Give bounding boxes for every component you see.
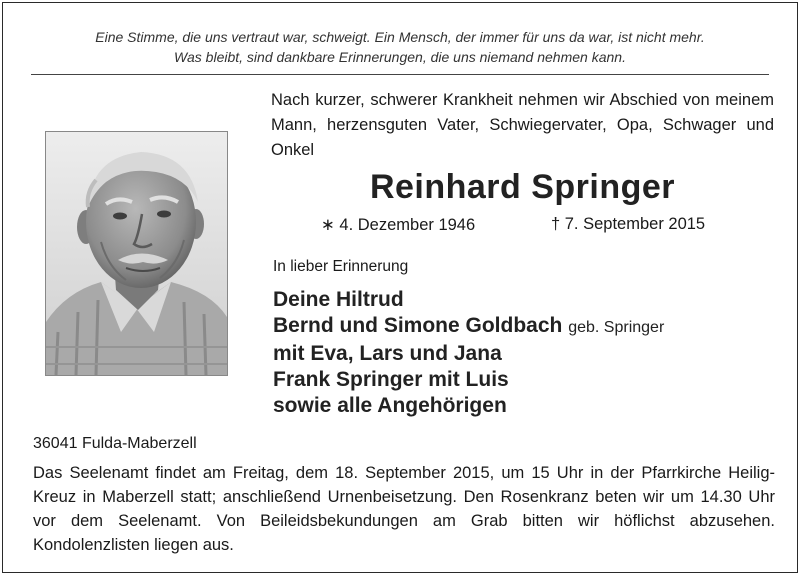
family-list [273,287,664,419]
family-line-3 [273,341,664,367]
family-line-1-text: Deine Hiltrud [273,288,404,311]
quote-divider [31,74,769,75]
portrait-illustration [46,132,227,375]
farewell-intro: Nach kurzer, schwerer Krankheit nehmen wir Abschied von meinem Mann, herzensguten Vater, Schwiegervater, Opa, Schwager und Onkel [271,91,774,159]
family-line-2-note: geb. Springer [568,319,665,336]
deceased-name: Reinhard Springer [369,168,676,206]
family-line-4 [273,367,664,393]
family-line-2 [273,313,664,341]
family-line-1 [273,287,664,313]
quote-line-1: Eine Stimme, die uns vertraut war, schweigt. Ein Mensch, der immer für uns da war, ist nicht mehr. [95,29,705,45]
family-line-4-text: Frank Springer mit Luis [273,368,509,391]
memorial-quote [23,27,777,67]
family-line-3-text: mit Eva, Lars und Jana [273,342,502,365]
portrait-photo [45,131,228,376]
memory-caption: In lieber Erinnerung [273,258,409,275]
family-line-5 [273,393,664,419]
quote-line-2: Was bleibt, sind dankbare Erinnerungen, die uns niemand nehmen kann. [174,49,626,65]
death-date: † 7. September 2015 [551,215,706,233]
service-details: Das Seelenamt findet am Freitag, dem 18. September 2015, um 15 Uhr in der Pfarrkirche Heilig-Kreuz in Maberzell statt; anschließend Urnenbeisetzung. Den Rosenkranz beten wir um 14.30 Uhr vor dem Seelenamt. Von Beileidsbekundungen am Grab bitten wir höflichst abzusehen. Kondolenzlisten liegen aus. [33,464,775,554]
birth-date: ∗ 4. Dezember 1946 [321,216,476,234]
location: 36041 Fulda-Maberzell [33,435,197,452]
obituary-card [2,2,798,573]
family-line-2-text: Bernd und Simone Goldbach [273,314,563,337]
family-line-5-text: sowie alle Angehörigen [273,394,507,417]
